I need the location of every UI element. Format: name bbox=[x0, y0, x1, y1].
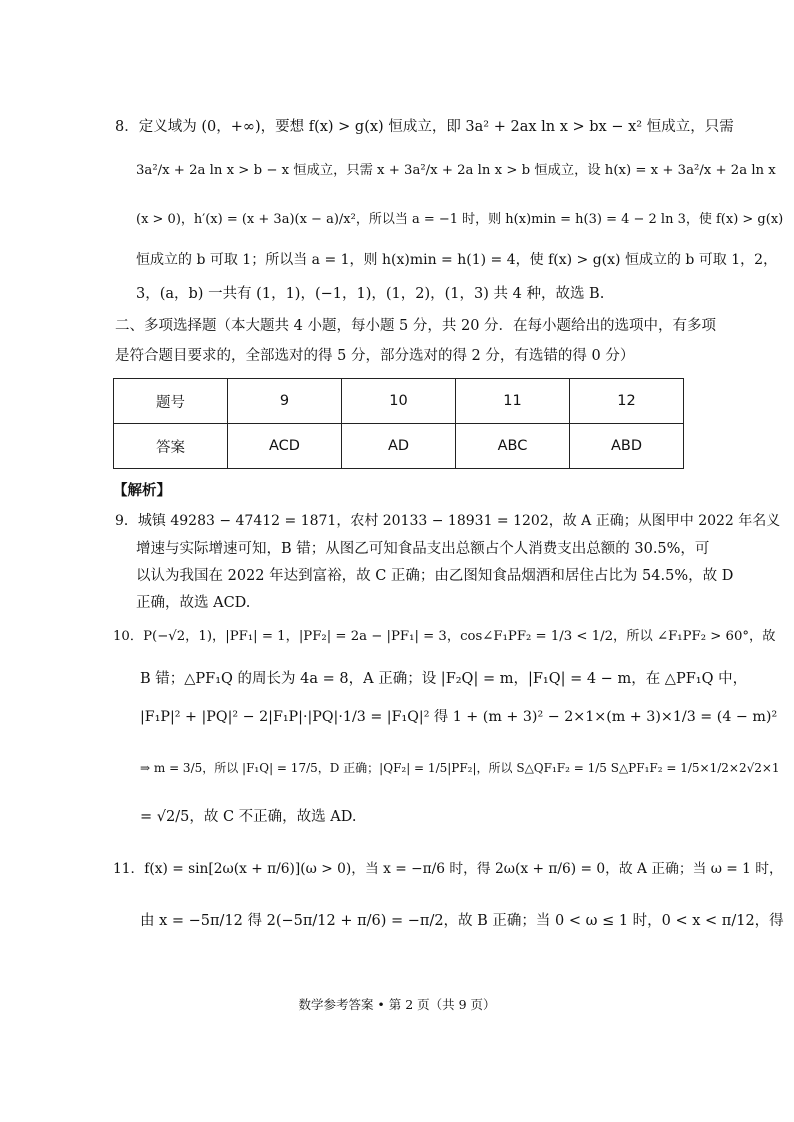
table-cell: 9 bbox=[228, 379, 342, 424]
table-row bbox=[114, 424, 684, 469]
table-cell: AD bbox=[342, 424, 456, 469]
q8-line-3: (x > 0)，h′(x) = (x + 3a)(x − a)/x²，所以当 a = −1 时，则 h(x)min = h(3) = 4 − 2 ln 3，使 f(x) > g(x) bbox=[136, 212, 784, 227]
table-cell: ABD bbox=[570, 424, 684, 469]
table-cell: ACD bbox=[228, 424, 342, 469]
table-cell: ABC bbox=[456, 424, 570, 469]
table-cell: 11 bbox=[456, 379, 570, 424]
table-cell: 12 bbox=[570, 379, 684, 424]
table-row bbox=[114, 379, 684, 424]
q9-line-4: 正确，故选 ACD. bbox=[136, 595, 251, 611]
q9-line-2: 增速与实际增速可知，B 错；从图乙可知食品支出总额占个人消费支出总额的 30.5%，可 bbox=[136, 541, 710, 557]
table-cell: 答案 bbox=[114, 424, 228, 469]
q10-line-1: 10．P(−√2，1)，|PF₁| = 1，|PF₂| = 2a − |PF₁| = 3，cos∠F₁PF₂ = 1/3 < 1/2，所以 ∠F₁PF₂ > 60°，故 bbox=[113, 629, 776, 644]
q8-line-1: 8．定义域为 (0，+∞)，要想 f(x) > g(x) 恒成立，即 3a² + 2ax ln x > bx − x² 恒成立，只需 bbox=[115, 119, 734, 135]
q9-line-1: 9．城镇 49283 − 47412 = 1871，农村 20133 − 18931 = 1202，故 A 正确；从图甲中 2022 年名义 bbox=[115, 513, 781, 529]
q10-line-5: = √2/5，故 C 不正确，故选 AD. bbox=[140, 809, 357, 825]
table-cell: 题号 bbox=[114, 379, 228, 424]
q8-line-2: 3a²/x + 2a ln x > b − x 恒成立，只需 x + 3a²/x + 2a ln x > b 恒成立，设 h(x) = x + 3a²/x + 2a ln x bbox=[136, 163, 776, 178]
q11-line-1: 11．f(x) = sin[2ω(x + π/6)](ω > 0)，当 x = −π/6 时，得 2ω(x + π/6) = 0，故 A 正确；当 ω = 1 时， bbox=[113, 861, 783, 877]
analysis-label: 【解析】 bbox=[113, 483, 171, 499]
section2-line-2: 是符合题目要求的，全部选对的得 5 分，部分选对的得 2 分，有选错的得 0 分） bbox=[115, 348, 635, 364]
q10-line-4: ⇒ m = 3/5，所以 |F₁Q| = 17/5，D 正确；|QF₂| = 1/5|PF₂|，所以 S△QF₁F₂ = 1/5 S△PF₁F₂ = 1/5×1/2×2√2×1 bbox=[140, 761, 780, 775]
q9-line-3: 以认为我国在 2022 年达到富裕，故 C 正确；由乙图知食品烟酒和居住占比为 54.5%，故 D bbox=[136, 568, 734, 584]
page-footer: 数学参考答案 • 第 2 页（共 9 页） bbox=[298, 997, 496, 1012]
table-cell: 10 bbox=[342, 379, 456, 424]
q10-line-2: B 错；△PF₁Q 的周长为 4a = 8，A 正确；设 |F₂Q| = m，|F₁Q| = 4 − m，在 △PF₁Q 中， bbox=[140, 671, 748, 687]
q8-line-4: 恒成立的 b 可取 1；所以当 a = 1，则 h(x)min = h(1) = 4，使 f(x) > g(x) 恒成立的 b 可取 1，2， bbox=[136, 252, 778, 268]
q10-line-3: |F₁P|² + |PQ|² − 2|F₁P|·|PQ|·1/3 = |F₁Q|² 得 1 + (m + 3)² − 2×1×(m + 3)×1/3 = (4 − m)² bbox=[140, 709, 778, 725]
q11-line-2: 由 x = −5π/12 得 2(−5π/12 + π/6) = −π/2，故 B 正确；当 0 < ω ≤ 1 时，0 < x < π/12，得 bbox=[140, 913, 784, 929]
answer-table bbox=[113, 378, 684, 469]
q8-line-5: 3，(a，b) 一共有 (1，1)，(−1，1)，(1，2)，(1，3) 共 4 种，故选 B. bbox=[136, 286, 605, 302]
section2-line-1: 二、多项选择题（本大题共 4 小题，每小题 5 分，共 20 分．在每小题给出的选项中，有多项 bbox=[115, 318, 717, 334]
